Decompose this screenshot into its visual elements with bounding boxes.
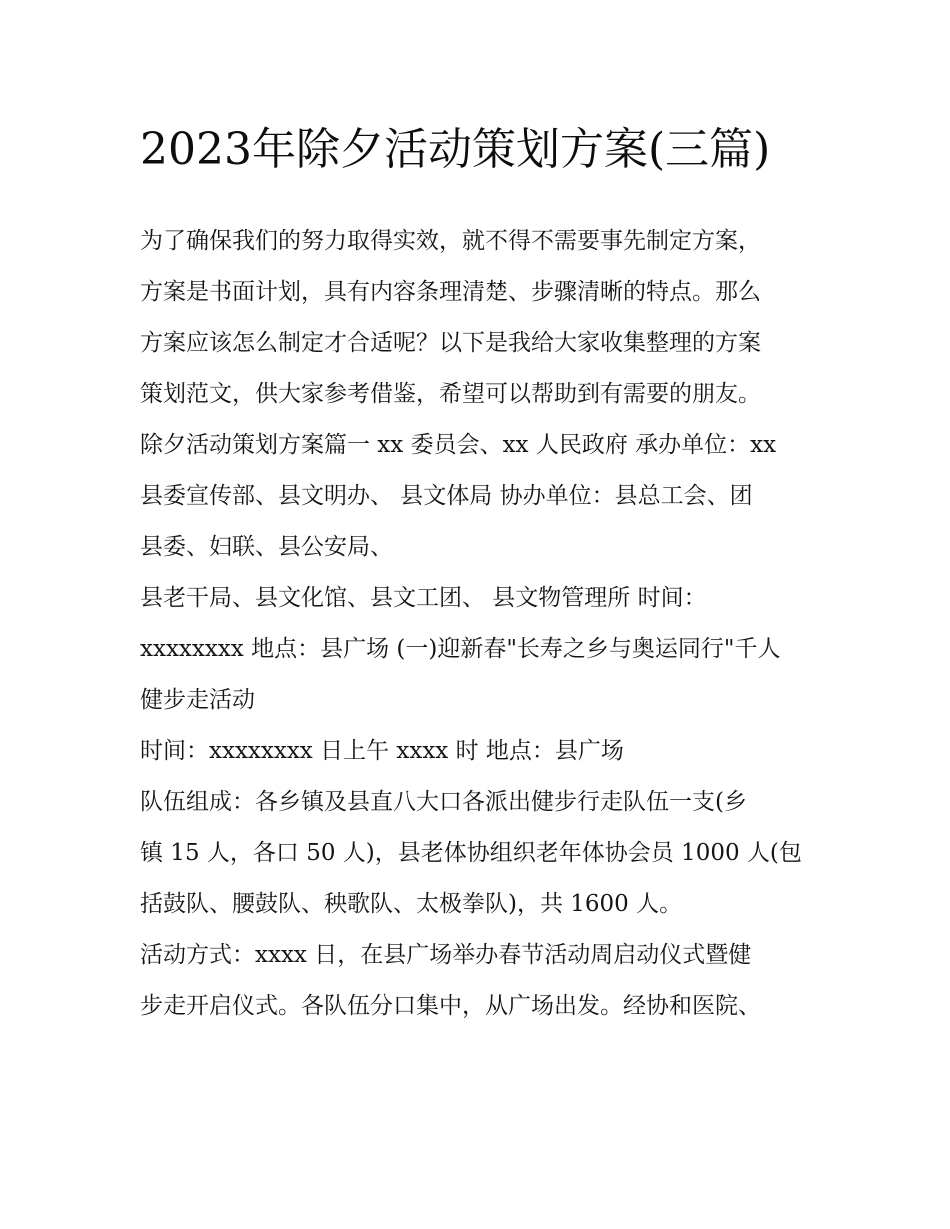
text-line: 策划范文，供大家参考借鉴，希望可以帮助到有需要的朋友。 (140, 381, 761, 407)
document-title: 2023年除夕活动策划方案(三篇) (140, 124, 771, 175)
text-line: 方案是书面计划，具有内容条理清楚、步骤清晰的特点。那么 (140, 279, 761, 305)
text-line: xxxxxxxx 地点：县广场 (一)迎新春"长寿之乡与奥运同行"千人 (140, 636, 781, 662)
text-line: 步走开启仪式。各队伍分口集中，从广场出发。经协和医院、 (140, 993, 761, 1019)
text-line: 为了确保我们的努力取得实效，就不得不需要事先制定方案， (140, 228, 761, 254)
text-line: 健步走活动 (140, 687, 255, 713)
document-body (140, 216, 820, 1032)
text-line: 活动方式：xxxx 日，在县广场举办春节活动周启动仪式暨健 (140, 942, 752, 968)
text-line: 队伍组成：各乡镇及县直八大口各派出健步行走队伍一支(乡 (140, 789, 747, 815)
document-content (140, 108, 820, 1032)
text-line: 镇 15 人，各口 50 人)，县老体协组织老年体协会员 1000 人(包 (140, 840, 802, 866)
text-line: 县老干局、县文化馆、县文工团、 县文物管理所 时间： (140, 585, 707, 611)
text-line: 县委、妇联、县公安局、 (140, 534, 393, 560)
text-line: 除夕活动策划方案篇一 xx 委员会、xx 人民政府 承办单位：xx (140, 432, 777, 458)
text-line: 方案应该怎么制定才合适呢？以下是我给大家收集整理的方案 (140, 330, 761, 356)
text-line: 时间：xxxxxxxx 日上午 xxxx 时 地点：县广场 (140, 738, 624, 764)
text-line: 括鼓队、腰鼓队、秧歌队、太极拳队)，共 1600 人。 (140, 891, 683, 917)
text-line: 县委宣传部、县文明办、 县文体局 协办单位：县总工会、团 (140, 483, 753, 509)
